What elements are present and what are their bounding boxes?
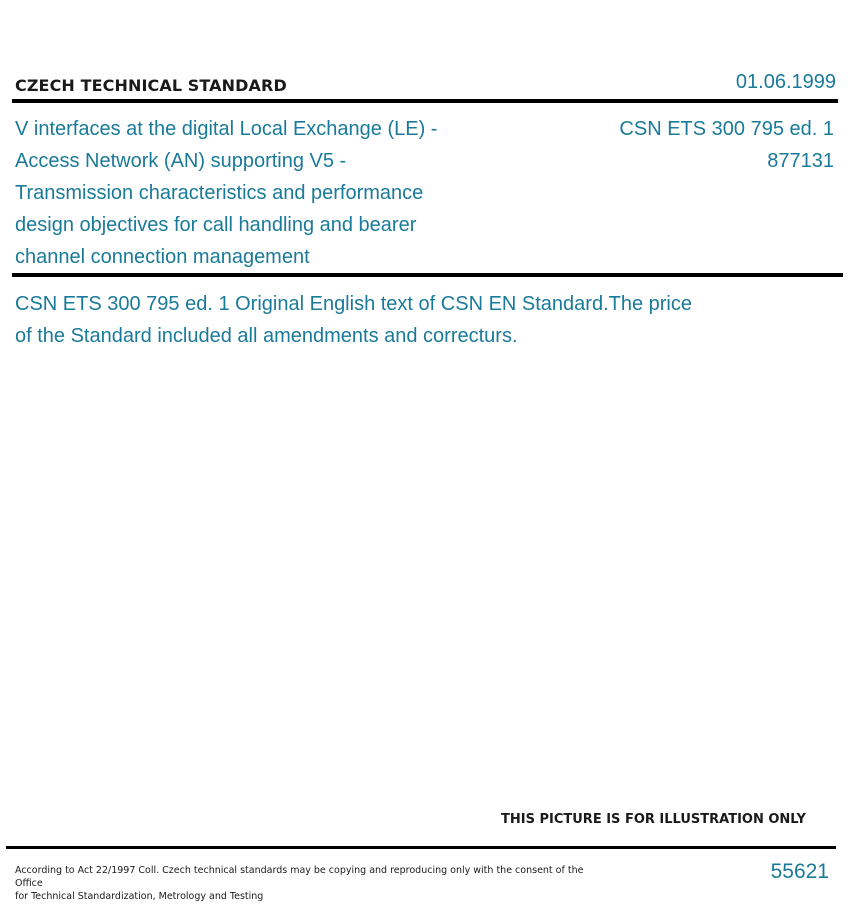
standard-description: CSN ETS 300 795 ed. 1 Original English text of CSN EN Standard.The price of the Standard included all amendments and correcturs. (15, 293, 693, 347)
illustration-disclaimer: THIS PICTURE IS FOR ILLUSTRATION ONLY (501, 812, 806, 827)
publication-date: 01.06.1999 (735, 71, 836, 93)
footer-divider (6, 846, 836, 849)
catalog-number: 877131 (767, 150, 834, 172)
legal-notice (15, 864, 585, 903)
standard-title: V interfaces at the digital Local Exchange (LE) - Access Network (AN) supporting V5 - Transmission characteristics and performance design objectives for call handling and bearer channel connection management (15, 118, 438, 268)
standard-code: CSN ETS 300 795 ed. 1 (619, 118, 834, 140)
document-type-heading: CZECH TECHNICAL STANDARD (15, 76, 287, 95)
header-divider (12, 99, 838, 103)
title-divider (12, 273, 843, 277)
footer-number: 55621 (770, 860, 829, 883)
legal-notice-line-2: for Technical Standardization, Metrology and Testing (15, 891, 264, 902)
legal-notice-line-1: According to Act 22/1997 Coll. Czech technical standards may be copying and reproducing only with the consent of the Office (15, 865, 584, 889)
standard-identifiers (619, 113, 834, 177)
